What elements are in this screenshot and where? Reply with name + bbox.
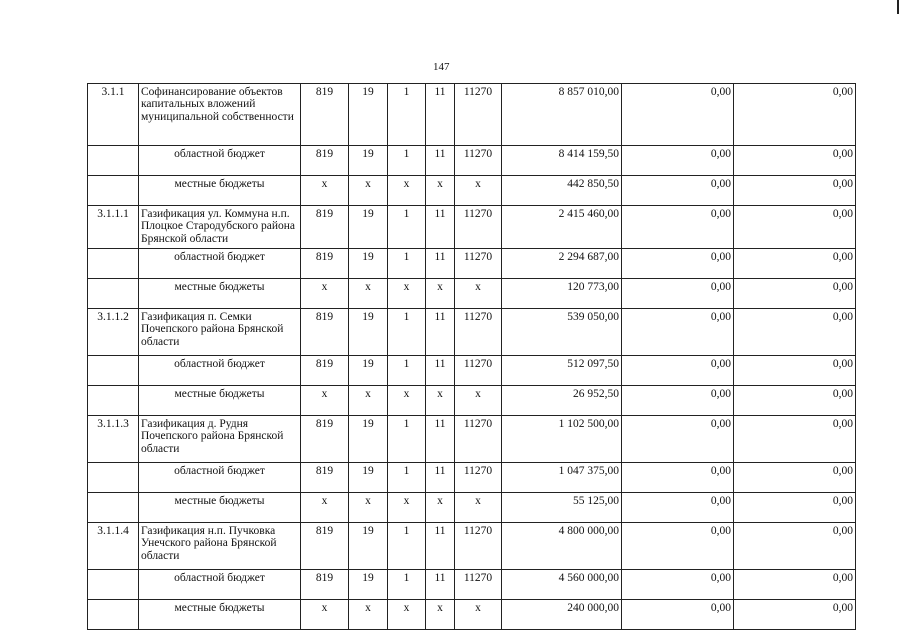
row-name-cell: Газификация п. Семки Почепского района Брянской области [139,309,301,356]
code-cell-1: 819 [301,84,349,146]
code-cell-3: 1 [388,523,426,570]
code-cell-3: 1 [388,570,426,600]
amount-cell-3: 0,00 [734,493,856,523]
amount-cell-3: 0,00 [734,206,856,249]
amount-cell-1: 240 000,00 [502,600,622,630]
table-row [88,206,856,249]
code-cell-1: 819 [301,416,349,463]
code-cell-1: 819 [301,523,349,570]
scan-edge-mark [897,0,899,14]
code-cell-4: x [426,493,455,523]
amount-cell-3: 0,00 [734,523,856,570]
amount-cell-2: 0,00 [622,463,734,493]
code-cell-4: 11 [426,356,455,386]
row-number-cell [88,356,139,386]
code-cell-5: x [455,176,502,206]
row-name-cell: местные бюджеты [139,176,301,206]
row-number-cell [88,249,139,279]
code-cell-4: 11 [426,463,455,493]
code-cell-1: 819 [301,206,349,249]
row-number-cell [88,570,139,600]
amount-cell-3: 0,00 [734,356,856,386]
row-name-cell: местные бюджеты [139,279,301,309]
code-cell-3: x [388,493,426,523]
row-name-cell: областной бюджет [139,570,301,600]
code-cell-1: 819 [301,309,349,356]
table-row [88,309,856,356]
row-name-cell: местные бюджеты [139,600,301,630]
code-cell-1: 819 [301,463,349,493]
row-name-cell: областной бюджет [139,146,301,176]
code-cell-3: x [388,386,426,416]
row-number-cell: 3.1.1.4 [88,523,139,570]
code-cell-1: 819 [301,146,349,176]
amount-cell-2: 0,00 [622,493,734,523]
code-cell-2: x [349,493,388,523]
code-cell-1: 819 [301,356,349,386]
row-number-cell [88,463,139,493]
amount-cell-3: 0,00 [734,463,856,493]
amount-cell-2: 0,00 [622,279,734,309]
amount-cell-3: 0,00 [734,570,856,600]
code-cell-4: 11 [426,249,455,279]
code-cell-3: 1 [388,416,426,463]
amount-cell-2: 0,00 [622,356,734,386]
code-cell-5: 11270 [455,309,502,356]
amount-cell-1: 539 050,00 [502,309,622,356]
code-cell-1: x [301,279,349,309]
code-cell-5: x [455,600,502,630]
amount-cell-2: 0,00 [622,416,734,463]
row-name-cell: Газификация д. Рудня Почепского района Брянской области [139,416,301,463]
code-cell-2: x [349,279,388,309]
code-cell-2: 19 [349,309,388,356]
code-cell-5: 11270 [455,570,502,600]
code-cell-4: 11 [426,206,455,249]
amount-cell-1: 2 415 460,00 [502,206,622,249]
amount-cell-1: 4 560 000,00 [502,570,622,600]
code-cell-3: 1 [388,463,426,493]
code-cell-2: 19 [349,249,388,279]
amount-cell-2: 0,00 [622,206,734,249]
code-cell-5: x [455,279,502,309]
row-name-cell: Газификация ул. Коммуна н.п. Плоцкое Стародубского района Брянской области [139,206,301,249]
row-name-cell: областной бюджет [139,356,301,386]
code-cell-1: 819 [301,570,349,600]
amount-cell-2: 0,00 [622,84,734,146]
row-number-cell: 3.1.1.3 [88,416,139,463]
amount-cell-3: 0,00 [734,84,856,146]
code-cell-1: x [301,176,349,206]
table-row [88,493,856,523]
code-cell-2: 19 [349,146,388,176]
code-cell-5: 11270 [455,416,502,463]
amount-cell-1: 55 125,00 [502,493,622,523]
code-cell-2: 19 [349,84,388,146]
table-row [88,570,856,600]
amount-cell-1: 1 047 375,00 [502,463,622,493]
code-cell-4: 11 [426,309,455,356]
amount-cell-2: 0,00 [622,600,734,630]
code-cell-4: 11 [426,84,455,146]
row-number-cell: 3.1.1.1 [88,206,139,249]
table-row [88,600,856,630]
amount-cell-3: 0,00 [734,279,856,309]
row-number-cell [88,386,139,416]
amount-cell-2: 0,00 [622,523,734,570]
row-name-cell: областной бюджет [139,463,301,493]
code-cell-3: 1 [388,146,426,176]
code-cell-4: 11 [426,416,455,463]
amount-cell-2: 0,00 [622,309,734,356]
amount-cell-3: 0,00 [734,416,856,463]
table-row [88,176,856,206]
row-name-cell: Газификация н.п. Пучковка Унечского района Брянской области [139,523,301,570]
code-cell-2: x [349,176,388,206]
row-number-cell: 3.1.1 [88,84,139,146]
code-cell-2: 19 [349,523,388,570]
table-row [88,356,856,386]
row-name-cell: местные бюджеты [139,493,301,523]
amount-cell-2: 0,00 [622,570,734,600]
code-cell-4: x [426,176,455,206]
amount-cell-1: 120 773,00 [502,279,622,309]
code-cell-5: 11270 [455,206,502,249]
code-cell-2: 19 [349,356,388,386]
amount-cell-3: 0,00 [734,309,856,356]
code-cell-3: x [388,600,426,630]
amount-cell-3: 0,00 [734,600,856,630]
code-cell-5: 11270 [455,523,502,570]
table-row [88,146,856,176]
row-name-cell: местные бюджеты [139,386,301,416]
amount-cell-1: 4 800 000,00 [502,523,622,570]
row-number-cell [88,176,139,206]
code-cell-5: 11270 [455,463,502,493]
row-number-cell [88,146,139,176]
code-cell-4: 11 [426,523,455,570]
amount-cell-3: 0,00 [734,386,856,416]
amount-cell-2: 0,00 [622,176,734,206]
table-row [88,386,856,416]
table-row [88,416,856,463]
row-number-cell [88,493,139,523]
code-cell-1: x [301,493,349,523]
code-cell-2: 19 [349,570,388,600]
code-cell-4: 11 [426,570,455,600]
code-cell-1: 819 [301,249,349,279]
row-number-cell [88,600,139,630]
row-number-cell [88,279,139,309]
code-cell-3: 1 [388,206,426,249]
table-row [88,249,856,279]
code-cell-4: x [426,600,455,630]
code-cell-5: 11270 [455,146,502,176]
code-cell-2: x [349,600,388,630]
table-row [88,84,856,146]
code-cell-5: x [455,386,502,416]
amount-cell-1: 8 414 159,50 [502,146,622,176]
amount-cell-2: 0,00 [622,146,734,176]
amount-cell-1: 442 850,50 [502,176,622,206]
table-row [88,463,856,493]
code-cell-1: x [301,600,349,630]
page-number: 147 [433,61,450,73]
code-cell-4: x [426,386,455,416]
amount-cell-2: 0,00 [622,249,734,279]
code-cell-3: 1 [388,84,426,146]
budget-table [87,83,856,630]
amount-cell-1: 512 097,50 [502,356,622,386]
code-cell-5: x [455,493,502,523]
amount-cell-3: 0,00 [734,249,856,279]
amount-cell-3: 0,00 [734,176,856,206]
row-number-cell: 3.1.1.2 [88,309,139,356]
code-cell-3: 1 [388,356,426,386]
row-name-cell: Софинансирование объектов капитальных вложений муниципальной собственности [139,84,301,146]
amount-cell-1: 26 952,50 [502,386,622,416]
code-cell-3: x [388,279,426,309]
amount-cell-1: 8 857 010,00 [502,84,622,146]
code-cell-2: 19 [349,206,388,249]
amount-cell-1: 2 294 687,00 [502,249,622,279]
amount-cell-2: 0,00 [622,386,734,416]
code-cell-2: x [349,386,388,416]
code-cell-1: x [301,386,349,416]
code-cell-5: 11270 [455,356,502,386]
table-row [88,523,856,570]
code-cell-2: 19 [349,416,388,463]
code-cell-3: 1 [388,249,426,279]
code-cell-4: x [426,279,455,309]
amount-cell-3: 0,00 [734,146,856,176]
code-cell-5: 11270 [455,249,502,279]
code-cell-3: 1 [388,309,426,356]
code-cell-5: 11270 [455,84,502,146]
code-cell-4: 11 [426,146,455,176]
code-cell-2: 19 [349,463,388,493]
row-name-cell: областной бюджет [139,249,301,279]
code-cell-3: x [388,176,426,206]
table-body [88,84,856,630]
amount-cell-1: 1 102 500,00 [502,416,622,463]
table-row [88,279,856,309]
